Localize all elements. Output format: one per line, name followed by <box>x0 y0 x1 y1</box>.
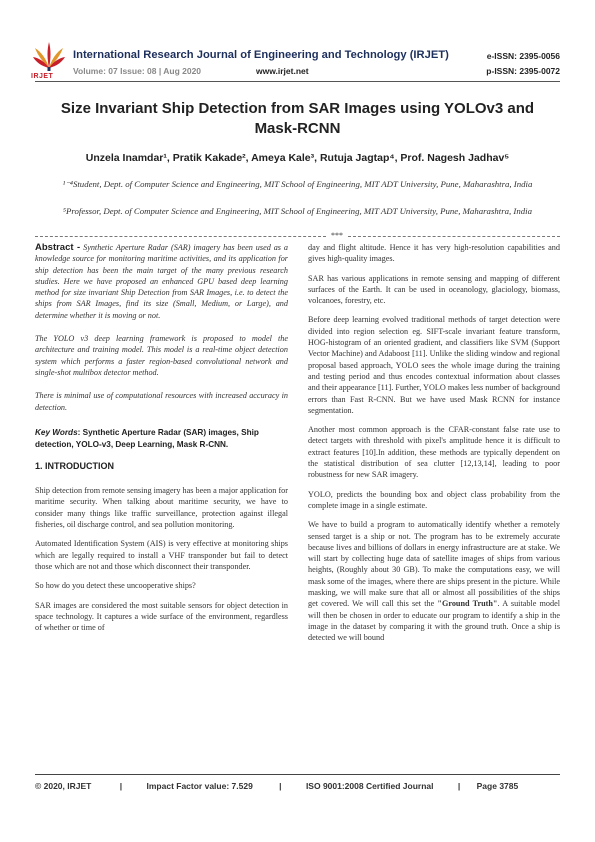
author-list: Unzela Inamdar¹, Pratik Kakade², Ameya Kale³, Rutuja Jagtap⁴, Prof. Nagesh Jadhav⁵ <box>85 152 510 164</box>
affiliation-1: ¹⁻⁴Student, Dept. of Computer Science and Engineering, MIT School of Engineering, MIT ADT University, Pune, Maharashtra, India <box>62 179 533 189</box>
right-paragraph-5-a: We have to build a program to automatically identify whether a remotely sensed target is a ship or not. The program has to be extremely accurate because lives and billions of dollars in energy infrastructure are at stake. We will start by collecting huge data of satellite images of ships from various heights, (Roughly about 30 GB). To make the computations easy, we will mask some of the images, where there are ships present in the picture. While masking, we will make sure that all or almost all possibilities of the ships get covered. We will call this set the <box>308 520 560 609</box>
journal-header <box>0 0 595 92</box>
separator-dash-left <box>35 236 326 237</box>
abstract-paragraph <box>35 242 288 321</box>
abstract-text: Synthetic Aperture Radar (SAR) imagery has been used as a knowledge source for monitoring maritime activities, and its application for ship detection has been the main target of the many previous research studies. Here we have proposed an enhanced GPU based deep learning method for size invariant Ship Detection from SAR Images, i.e. to detect the ships from SAR Images, find its size (Small, Medium, or Large), and determine whether it is moving or not. <box>35 243 288 320</box>
intro-paragraph-4: SAR images are considered the most suitable sensors for object detection in space technology. It captures a wide surface of the environment, regardless of whether or time of <box>35 600 288 633</box>
intro-paragraph-3: So how do you detect these uncooperative ships? <box>35 581 196 591</box>
footer-divider: | <box>119 781 123 791</box>
section-heading-introduction: 1. INTRODUCTION <box>35 460 115 471</box>
page-footer <box>35 781 560 791</box>
right-paragraph-4: YOLO, predicts the bounding box and object class probability from the complete image in a single estimate. <box>308 489 560 510</box>
abstract-label: Abstract - <box>35 242 81 253</box>
footer-copyright: © 2020, IRJET <box>35 781 92 791</box>
journal-name: International Research Journal of Engineering and Technology (IRJET) <box>73 49 449 61</box>
volume-info: Volume: 07 Issue: 08 | Aug 2020 <box>73 66 202 76</box>
keywords-label: Key Words <box>35 427 78 437</box>
keywords <box>35 427 288 451</box>
separator-dash-right <box>348 236 560 237</box>
right-paragraph-3: Another most common approach is the CFAR-constant false rate use to detect targets with threshold with pixel's amplitude hence it is difficult to extract features [10].In addition, these methods are typically dependent on the statistical distribution of sea clutter [12,13,14], leading to poor robustness for new SAR imagery. <box>308 425 560 480</box>
footer-page-number: Page 3785 <box>476 781 519 791</box>
right-paragraph-5-b: . A suitable model will then be chosen in order to educate our program to identify a ship in the image in the dataset by comparing it with the ground truth. Once a ship is detected we will bound <box>308 599 561 643</box>
right-paragraph-1: SAR has various applications in remote sensing and mapping of different surfaces of the Earth. It can be used in oceanology, glaciology, biomass, volcanoes, forestry, etc. <box>308 273 560 306</box>
right-column <box>308 242 560 652</box>
right-paragraph-0: day and flight altitude. Hence it has very high-resolution capabilities and gives high-quality images. <box>308 243 560 264</box>
section-separator <box>35 233 560 241</box>
p-issn: p-ISSN: 2395-0072 <box>486 66 560 76</box>
affiliation-2: ⁵Professor, Dept. of Computer Science and Engineering, MIT School of Engineering, MIT ADT University, Pune, Maharashtra, India <box>62 206 532 216</box>
abstract-paragraph-3: There is minimal use of computational resources with increased accuracy in detection. <box>35 391 288 412</box>
ground-truth-term: "Ground Truth" <box>437 599 498 609</box>
intro-paragraph-2: Automated Identification System (AIS) is very effective at monitoring ships which are legally required to install a VHF transponder but fail to detect those which are not and those which disconnect their transponder. <box>35 539 288 571</box>
journal-website[interactable]: www.irjet.net <box>256 66 309 76</box>
footer-impact-factor: Impact Factor value: 7.529 <box>146 781 253 791</box>
intro-paragraph-1: Ship detection from remote sensing imagery has been a major application for maritime security. When talking about maritime security, we have to consider many things like traffic surveillance, protection against illegal fisheries, oil discharge control, and sea pollution monitoring. <box>35 486 288 530</box>
header-rule <box>35 81 560 82</box>
footer-rule <box>35 774 560 775</box>
footer-divider: | <box>457 781 461 791</box>
footer-divider: | <box>279 781 282 791</box>
left-column <box>35 242 288 641</box>
e-issn: e-ISSN: 2395-0056 <box>486 51 560 61</box>
logo-text: IRJET <box>31 73 54 80</box>
paper-title: Size Invariant Ship Detection from SAR Images using YOLOv3 and Mask-RCNN <box>60 100 535 137</box>
separator-stars: *** <box>331 231 343 240</box>
right-paragraph-5 <box>308 519 560 643</box>
abstract-paragraph-2: The YOLO v3 deep learning framework is proposed to model the architecture and training model. This model is a real-time object detection system which performs a faster region-based convolutional network and single-shot multibox detector method. <box>35 334 288 377</box>
right-paragraph-2: Before deep learning evolved traditional methods of target detection were divided into region selection eg. SIFT-scale invariant feature transform, HOG-histogram of an oriented gradient, and classifiers like SVM (Support Vector Machine) and Adaboost [11]. Unlike the sliding window and regional proposal based approach, YOLO sees the whole image during the training and testing period and thus encodes contextual information about classes and their appearance [11]. Further, YOLO makes less number of background errors than Fast R-CNN. But we have used Mask RCNN for instance segmentation. <box>308 315 560 415</box>
keywords-text: : Synthetic Aperture Radar (SAR) images, Ship detection, YOLO-v3, Deep Learning, Mask R-CNN. <box>35 427 259 449</box>
footer-iso: ISO 9001:2008 Certified Journal <box>305 781 434 791</box>
